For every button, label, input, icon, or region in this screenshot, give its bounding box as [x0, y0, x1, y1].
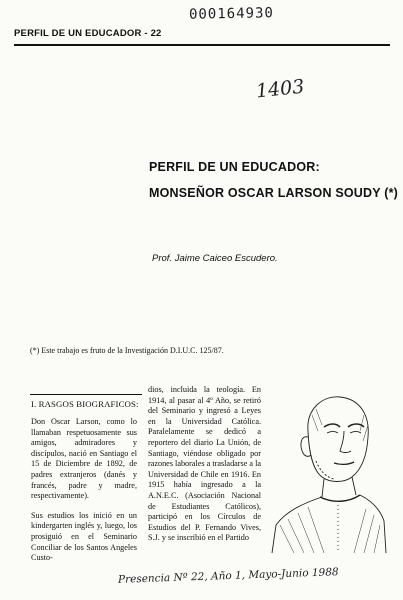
article-title-line2: MONSEÑOR OSCAR LARSON SOUDY (*): [149, 186, 399, 200]
section-heading: I. RASGOS BIOGRAFICOS:: [31, 399, 139, 409]
header-rule: [14, 44, 390, 46]
paragraph-2: Sus estudios los inició en un kindergarten inglés y, luego, los prosiguió en el Seminario Conciliar de los Santos Angeles Custo-: [31, 510, 137, 563]
portrait-illustration: [268, 385, 390, 557]
text-column-left: [31, 417, 137, 573]
section-rule: [30, 394, 142, 395]
paragraph-1: Don Oscar Larson, como lo llamaban respetuosamente sus amigos, admiradores y discípulos, nació en Santiago el 15 de Diciembre de 1892, de padres extranjeros (danés y francés, padre y madre, respectivamente).: [31, 417, 137, 501]
article-title-line1: PERFIL DE UN EDUCADOR:: [149, 160, 320, 174]
research-footnote: (*) Este trabajo es fruto de la Investigación D.I.U.C. 125/87.: [30, 346, 224, 355]
handwritten-page-number: 1403: [254, 75, 306, 103]
handwritten-citation: Presencia Nº 22, Año 1, Mayo-Junio 1988: [117, 566, 339, 586]
catalog-stamp: 000164930: [188, 5, 274, 23]
text-column-middle: dios, incluida la teología. En 1914, al pasar al 4º Año, se retiró del Seminario y ingresó a Leyes en la Universidad Católica. Paralelamente se dedicó a reportero del diario La Unión, de Santiago, viéndose obligado por razones laborales a trasladarse a la Universidad de Chile en 1916. En 1915 había ingresado a la A.N.E.C. (Asociación Nacional de Estudiantes Católicos), participó en los Círculos de Estudios del P. Fernando Vives, S.J. y se inscribió en el Partido: [148, 385, 261, 543]
article-author: Prof. Jaime Caiceo Escudero.: [152, 253, 278, 264]
running-header: PERFIL DE UN EDUCADOR - 22: [14, 28, 162, 39]
